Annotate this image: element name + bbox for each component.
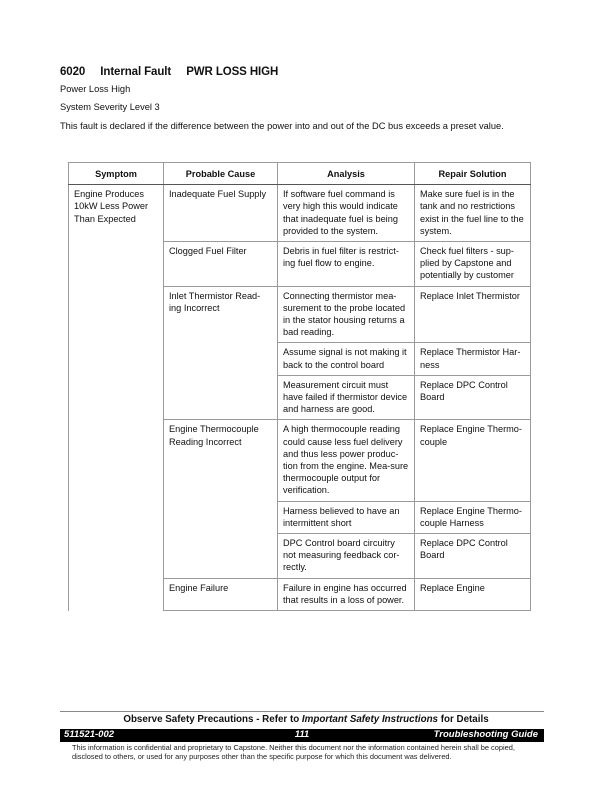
header-analysis: Analysis: [278, 163, 415, 185]
symptom-cell: Engine Produces 10kW Less Power Than Expected: [69, 185, 164, 611]
repair-cell: Replace DPC Control Board: [415, 534, 531, 579]
header-repair-solution: Repair Solution: [415, 163, 531, 185]
analysis-cell: Harness believed to have an intermittent short: [278, 501, 415, 533]
cause-cell: Inadequate Fuel Supply: [164, 185, 278, 242]
repair-cell: Replace Engine Thermo-couple Harness: [415, 501, 531, 533]
page-number: 111: [294, 729, 310, 740]
cause-cell: Engine Failure: [164, 578, 278, 610]
fault-subtitle: Power Loss High: [60, 84, 131, 94]
analysis-cell: Measurement circuit must have failed if thermistor device and harness are good.: [278, 375, 415, 420]
safety-notice: [0, 714, 612, 725]
header-symptom: Symptom: [69, 163, 164, 185]
repair-cell: Replace Thermistor Har-ness: [415, 343, 531, 375]
table-row: [69, 185, 531, 242]
document-number: 511521-002: [64, 729, 115, 740]
repair-cell: Replace Engine Thermo-couple: [415, 420, 531, 501]
fault-heading: [60, 66, 290, 78]
analysis-cell: Failure in engine has occurred that results in a loss of power.: [278, 578, 415, 610]
header-probable-cause: Probable Cause: [164, 163, 278, 185]
fault-category: Internal Fault: [100, 66, 172, 78]
repair-cell: Replace Engine: [415, 578, 531, 610]
analysis-cell: Debris in fuel filter is restrict-ing fuel flow to engine.: [278, 242, 415, 287]
fault-code: 6020: [60, 66, 86, 78]
safety-instructions-ref: Important Safety Instructions: [301, 714, 439, 725]
analysis-cell: Connecting thermistor mea-surement to the probe located in the stator housing returns a bad reading.: [278, 286, 415, 343]
confidentiality-disclaimer: This information is confidential and proprietary to Capstone. Neither this document nor the information contained herein shall be copied, disclosed to others, or used for any purposes other than the specific purpose for which this document was delivered.: [72, 743, 515, 761]
safety-prefix: Observe Safety Precautions - Refer to: [123, 714, 302, 725]
repair-cell: Check fuel filters - sup-plied by Capstone and potentially by customer: [415, 242, 531, 287]
footer-bar: [60, 729, 544, 742]
safety-suffix: for Details: [438, 714, 489, 725]
fault-description: This fault is declared if the difference between the power into and out of the DC bus exceeds a preset value.: [60, 121, 504, 131]
troubleshooting-table: [68, 162, 531, 611]
cause-cell: Clogged Fuel Filter: [164, 242, 278, 287]
analysis-cell: If software fuel command is very high this would indicate that inadequate fuel is being provided to the system.: [278, 185, 415, 242]
footer-divider: [60, 711, 544, 712]
cause-cell: Engine Thermocouple Reading Incorrect: [164, 420, 278, 578]
repair-cell: Replace Inlet Thermistor: [415, 286, 531, 343]
cause-cell: Inlet Thermistor Read-ing Incorrect: [164, 286, 278, 420]
table-header-row: [69, 163, 531, 185]
analysis-cell: Assume signal is not making it back to the control board: [278, 343, 415, 375]
analysis-cell: DPC Control board circuitry not measuring feedback cor-rectly.: [278, 534, 415, 579]
analysis-cell: A high thermocouple reading could cause less fuel delivery and thus less power produc-tion from the engine. Mea-sure thermocouple output for verification.: [278, 420, 415, 501]
repair-cell: Make sure fuel is in the tank and no restrictions exist in the fuel line to the system.: [415, 185, 531, 242]
fault-name: PWR LOSS HIGH: [186, 66, 279, 78]
severity-level: System Severity Level 3: [60, 102, 160, 112]
guide-title: Troubleshooting Guide: [433, 729, 538, 740]
repair-cell: Replace DPC Control Board: [415, 375, 531, 420]
